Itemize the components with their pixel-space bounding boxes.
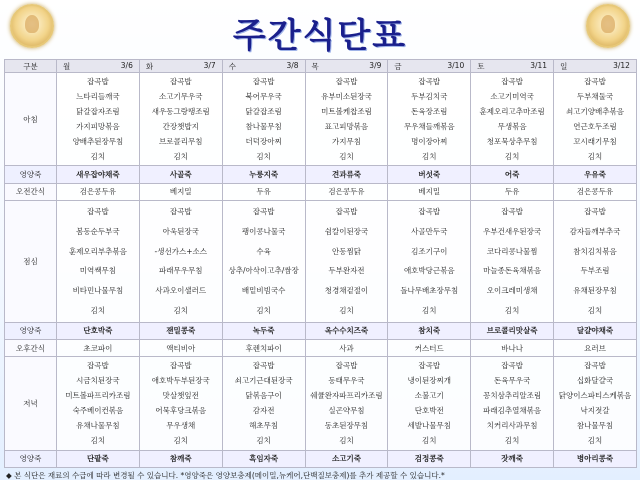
- menu-item: 김치: [173, 436, 189, 446]
- menu-item: 참나물무침: [576, 421, 614, 431]
- row-label: 아침: [5, 73, 57, 166]
- menu-item: 잡곡밥: [335, 361, 358, 371]
- day-name: 토: [477, 61, 485, 71]
- menu-item: 잡곡밥: [335, 207, 358, 217]
- snack_pm_porridge-row: [5, 322, 637, 339]
- menu-item: 소불고기: [414, 391, 444, 401]
- porridge-cell: 잣깨죽: [471, 450, 554, 467]
- corner-label: 구분: [5, 60, 57, 73]
- porridge-cell: 어죽: [471, 166, 554, 183]
- menu-item: 김치: [339, 151, 354, 161]
- menu-item: 명이장아찌: [411, 136, 448, 146]
- menu-item: 잡곡밥: [87, 207, 109, 217]
- menu-item: 청경채겉절이: [324, 286, 369, 296]
- menu-item: 잡곡밥: [418, 361, 441, 371]
- menu-item: 잡곡밥: [87, 76, 109, 86]
- day-date: 3/11: [530, 60, 548, 70]
- porridge-cell: 달걀야채죽: [554, 322, 637, 339]
- menu-item: 쇠고기근대된장국: [234, 376, 293, 386]
- menu-item: 팽이콩나물국: [241, 227, 286, 237]
- day-header: [305, 60, 388, 73]
- menu-item: 김치: [587, 151, 603, 161]
- menu-item: 김치: [90, 305, 106, 315]
- menu-item: 쉐큘완자파프리카조림: [310, 391, 383, 401]
- menu-item: 연근호두조림: [573, 121, 617, 131]
- menu-item: 돌나무배초장무침: [400, 286, 459, 296]
- menu-item: 잡곡밥: [584, 361, 606, 371]
- menu-item: 쇠고기양배추볶음: [566, 106, 624, 116]
- day-date: 3/7: [203, 60, 216, 70]
- row-label: 영양죽: [5, 450, 57, 467]
- menu-item: 숙주베이컨볶음: [72, 406, 124, 416]
- day-header: [388, 60, 471, 73]
- snack-cell: 두유: [471, 183, 554, 200]
- menu-item: 시금치된장국: [76, 376, 120, 386]
- menu-item: 미트볼파프리카조림: [65, 391, 131, 401]
- menu-item: 돈육장조림: [411, 106, 448, 116]
- meal-cell: [471, 73, 554, 166]
- day-header: [222, 60, 305, 73]
- meal-cell: [554, 73, 637, 166]
- menu-item: 애호박두부된장국: [151, 376, 210, 386]
- menu-item: 냉이된장찌개: [407, 376, 452, 386]
- porridge-cell: 흑임자죽: [222, 450, 305, 467]
- menu-item: 해초무침: [249, 421, 279, 431]
- menu-item: 두부채둘국: [576, 91, 614, 101]
- menu-item: 무생볶음: [497, 121, 527, 131]
- menu-item: 유채된장무침: [573, 286, 617, 296]
- menu-item: 북어무우국: [245, 91, 282, 101]
- porridge-cell: 옥수수치즈죽: [305, 322, 388, 339]
- menu-item: 수육: [256, 246, 271, 256]
- menu-item: 두부김치국: [411, 91, 448, 101]
- day-name: 월: [63, 61, 71, 71]
- menu-item: 상추/아삭이고추/쌈장: [228, 266, 299, 276]
- menu-item: 잡곡밥: [418, 207, 441, 217]
- meal-cell: [57, 73, 140, 166]
- porridge-cell: 사골죽: [139, 166, 222, 183]
- menu-item: 감자들깨부추국: [569, 227, 621, 237]
- row-label: 오후간식: [5, 340, 57, 357]
- menu-item: 김조기구이: [411, 246, 448, 256]
- menu-item: 김치: [422, 151, 437, 161]
- menu-item: 돈육무우국: [494, 376, 531, 386]
- meal-cell: [57, 357, 140, 450]
- menu-item: 코다리콩나물찜: [486, 246, 538, 256]
- menu-item: 잡곡밥: [169, 361, 192, 371]
- menu-item: 미트볼케찹조림: [321, 106, 372, 116]
- menu-item: 어묵후당크볶음: [155, 406, 207, 416]
- menu-item: 김치: [90, 151, 106, 161]
- footer-note: ◆ 본 식단은 재료의 수급에 따라 변경될 수 있습니다. *영양죽은 영양보충제(메이밀,뉴케어,단백질보충제)를 추가 제공할 수 있습니다.*: [6, 471, 445, 480]
- menu-item: 김치: [90, 436, 106, 446]
- row-label: 점심: [5, 200, 57, 322]
- porridge-cell: 우유죽: [554, 166, 637, 183]
- snack-cell: 베지밀: [388, 183, 471, 200]
- porridge-cell: 잰밀콩죽: [139, 322, 222, 339]
- menu-item: 두부완자전: [328, 266, 365, 276]
- menu-item: 잡곡밥: [87, 361, 109, 371]
- menu-item: 잡곡밥: [169, 207, 192, 217]
- menu-item: 더덕장아찌: [245, 136, 282, 146]
- menu-item: 새우동그랑땡조림: [151, 106, 210, 116]
- menu-item: 잡곡밥: [584, 207, 606, 217]
- menu-item: 단호박전: [414, 406, 444, 416]
- snack-cell: 커스터드: [388, 340, 471, 357]
- menu-item: 잡곡밥: [252, 361, 275, 371]
- menu-item: 사골만두국: [411, 227, 448, 237]
- menu-item: 실곤약무침: [328, 406, 365, 416]
- day-name: 수: [228, 61, 236, 71]
- day-name: 금: [394, 61, 402, 71]
- menu-item: 김치: [339, 305, 354, 315]
- menu-item: 양배추된장무침: [72, 136, 124, 146]
- header-row: [5, 60, 637, 73]
- menu-item: 봄동순두부국: [76, 227, 120, 237]
- day-name: 화: [145, 61, 154, 71]
- menu-item: 파래김추열채볶음: [483, 406, 542, 416]
- menu-item: 소고기무우국: [159, 91, 203, 101]
- menu-item: 김치: [504, 305, 520, 315]
- lunch-row: [5, 200, 637, 322]
- menu-item: 동초된장무침: [324, 421, 369, 431]
- snack-cell: 후렌치파이: [222, 340, 305, 357]
- menu-item: 비타민나물무침: [72, 286, 124, 296]
- afternoon-row: [5, 340, 637, 357]
- snack_night-row: [5, 450, 637, 467]
- menu-item: 느타리들깨국: [76, 91, 120, 101]
- porridge-cell: 참치죽: [388, 322, 471, 339]
- porridge-cell: 소고기죽: [305, 450, 388, 467]
- menu-item: 가지피망볶음: [76, 121, 120, 131]
- porridge-cell: 검정콩죽: [388, 450, 471, 467]
- menu-item: 닭볶음구이: [245, 391, 282, 401]
- porridge-cell: 병아리콩죽: [554, 450, 637, 467]
- header: [0, 0, 640, 56]
- menu-item: 세발나물무침: [407, 421, 452, 431]
- menu-item: 김치: [173, 305, 189, 315]
- menu-item: 맛살챗잎전: [162, 391, 199, 401]
- porridge-cell: 브로콜리맛살죽: [471, 322, 554, 339]
- menu-item: 쉼칼이된장국: [324, 227, 369, 237]
- menu-item: 김치: [422, 436, 437, 446]
- snack-cell: 바나나: [471, 340, 554, 357]
- meal-cell: [554, 200, 637, 322]
- snack-cell: 요러브: [554, 340, 637, 357]
- meal-cell: [554, 357, 637, 450]
- menu-item: 꼬시래기무침: [573, 136, 617, 146]
- snack-cell: 검은콩두유: [57, 183, 140, 200]
- menu-item: 김치: [587, 436, 603, 446]
- meal-cell: [57, 200, 140, 322]
- day-date: 3/6: [120, 60, 133, 70]
- menu-item: 훈제오리부추볶음: [68, 246, 127, 256]
- day-name: 목: [311, 61, 319, 71]
- menu-item: 유채나물무침: [76, 421, 120, 431]
- snack-cell: 검은콩두유: [305, 183, 388, 200]
- menu-item: 마늘종돈육채볶음: [483, 266, 542, 276]
- snack-cell: 액티비아: [139, 340, 222, 357]
- menu-item: 닭양이스파티스케볶음: [558, 391, 632, 401]
- meal-cell: [139, 357, 222, 450]
- meal-cell: [139, 73, 222, 166]
- dinner-row: [5, 357, 637, 450]
- menu-item: 동태무우국: [328, 376, 365, 386]
- meal-cell: [222, 200, 305, 322]
- row-label: 오전간식: [5, 183, 57, 200]
- menu-item: 무우채들깨볶음: [403, 121, 455, 131]
- menu-item: 애호박당근볶음: [403, 266, 455, 276]
- meal-cell: [388, 357, 471, 450]
- meal-cell: [388, 73, 471, 166]
- day-date: 3/12: [613, 60, 630, 70]
- menu-item: 유부미소된장국: [321, 91, 372, 101]
- menu-item: 김치: [339, 436, 354, 446]
- menu-item: 소고기미역국: [490, 91, 534, 101]
- menu-item: 참치김치볶음: [573, 246, 617, 256]
- menu-item: 김치: [256, 436, 271, 446]
- menu-item: 아욱된장국: [162, 227, 199, 237]
- snack-cell: 검은콩두유: [554, 183, 637, 200]
- menu-item: 잡곡밥: [584, 76, 606, 86]
- menu-item: 감자전: [252, 406, 275, 416]
- menu-item: -생선가스+소스: [154, 246, 207, 256]
- menu-item: 무우생채: [166, 421, 196, 431]
- menu-item: 김치: [504, 436, 520, 446]
- menu-item: 참나물무침: [245, 121, 282, 131]
- day-header: [471, 60, 554, 73]
- menu-item: 잡곡밥: [501, 207, 524, 217]
- menu-item: 안동찜닭: [331, 246, 361, 256]
- meal-cell: [388, 200, 471, 322]
- day-header: [139, 60, 222, 73]
- porridge-cell: 녹두죽: [222, 322, 305, 339]
- day-header: [57, 60, 140, 73]
- menu-item: 배밑비빔국수: [241, 286, 286, 296]
- weekly-menu-table: [4, 59, 637, 468]
- row-label: 영양죽: [5, 322, 57, 339]
- snack_am-row: [5, 166, 637, 183]
- menu-item: 꽁치삼추리알조림: [483, 391, 542, 401]
- porridge-cell: 누룽지죽: [222, 166, 305, 183]
- porridge-cell: 단호박죽: [57, 322, 140, 339]
- menu-item: 미역쌕무침: [79, 266, 117, 276]
- day-date: 3/9: [369, 60, 382, 70]
- menu-item: 청포묵상추무침: [486, 136, 538, 146]
- meal-cell: [305, 357, 388, 450]
- menu-item: 치커리사과무침: [486, 421, 538, 431]
- menu-item: 김치: [256, 305, 271, 315]
- menu-item: 닭갈잡자조림: [76, 106, 120, 116]
- menu-item: 우부건새우된장국: [483, 227, 542, 237]
- row-label: 영양죽: [5, 166, 57, 183]
- meal-cell: [471, 200, 554, 322]
- menu-item: 파래무우무침: [159, 266, 203, 276]
- day-name: 일: [560, 61, 568, 71]
- snack-cell: 사과: [305, 340, 388, 357]
- menu-item: 가지무침: [331, 136, 361, 146]
- porridge-cell: 새우잡야채죽: [57, 166, 140, 183]
- menu-item: 잡곡밥: [501, 76, 524, 86]
- menu-item: 잡곡밥: [501, 361, 524, 371]
- menu-item: 김치: [504, 151, 520, 161]
- menu-item: 잡곡밥: [418, 76, 441, 86]
- menu-item: 간장챗밥지: [162, 121, 199, 131]
- meal-cell: [139, 200, 222, 322]
- menu-item: 십화달걀국: [576, 376, 614, 386]
- menu-item: 잡곡밥: [252, 207, 275, 217]
- menu-item: 두부조림: [580, 266, 610, 276]
- snack-cell: 베지밀: [139, 183, 222, 200]
- snack-cell: 두유: [222, 183, 305, 200]
- menu-item: 잡곡밥: [335, 76, 358, 86]
- menu-item: 오이크레미생채: [486, 286, 538, 296]
- meal-cell: [222, 357, 305, 450]
- snack-cell: 초코파이: [57, 340, 140, 357]
- meal-cell: [222, 73, 305, 166]
- menu-item: 브로콜리무침: [159, 136, 203, 146]
- day-date: 3/8: [286, 60, 299, 70]
- morning-row: [5, 183, 637, 200]
- logo-emblem-right: [586, 4, 630, 48]
- breakfast-row: [5, 73, 637, 166]
- menu-item: 표고피망볶음: [324, 121, 369, 131]
- porridge-cell: 참깨죽: [139, 450, 222, 467]
- menu-item: 김치: [422, 305, 437, 315]
- porridge-cell: 버섯죽: [388, 166, 471, 183]
- meal-cell: [305, 200, 388, 322]
- menu-item: 닭갈잡조림: [245, 106, 282, 116]
- meal-cell: [305, 73, 388, 166]
- menu-item: 잡곡밥: [169, 76, 192, 86]
- menu-item: 낙지젓갈: [580, 406, 610, 416]
- menu-item: 사과오이샐러드: [155, 286, 207, 296]
- day-date: 3/10: [447, 60, 465, 70]
- porridge-cell: 단팥죽: [57, 450, 140, 467]
- menu-item: 잡곡밥: [252, 76, 275, 86]
- menu-item: 김치: [587, 305, 603, 315]
- row-label: 저녁: [5, 357, 57, 450]
- menu-item: 훈제오리고추마조림: [479, 106, 545, 116]
- menu-item: 김치: [256, 151, 271, 161]
- page-title: 주간식단표: [232, 16, 408, 56]
- day-header: [554, 60, 637, 73]
- porridge-cell: 견과류죽: [305, 166, 388, 183]
- menu-item: 김치: [173, 151, 189, 161]
- meal-cell: [471, 357, 554, 450]
